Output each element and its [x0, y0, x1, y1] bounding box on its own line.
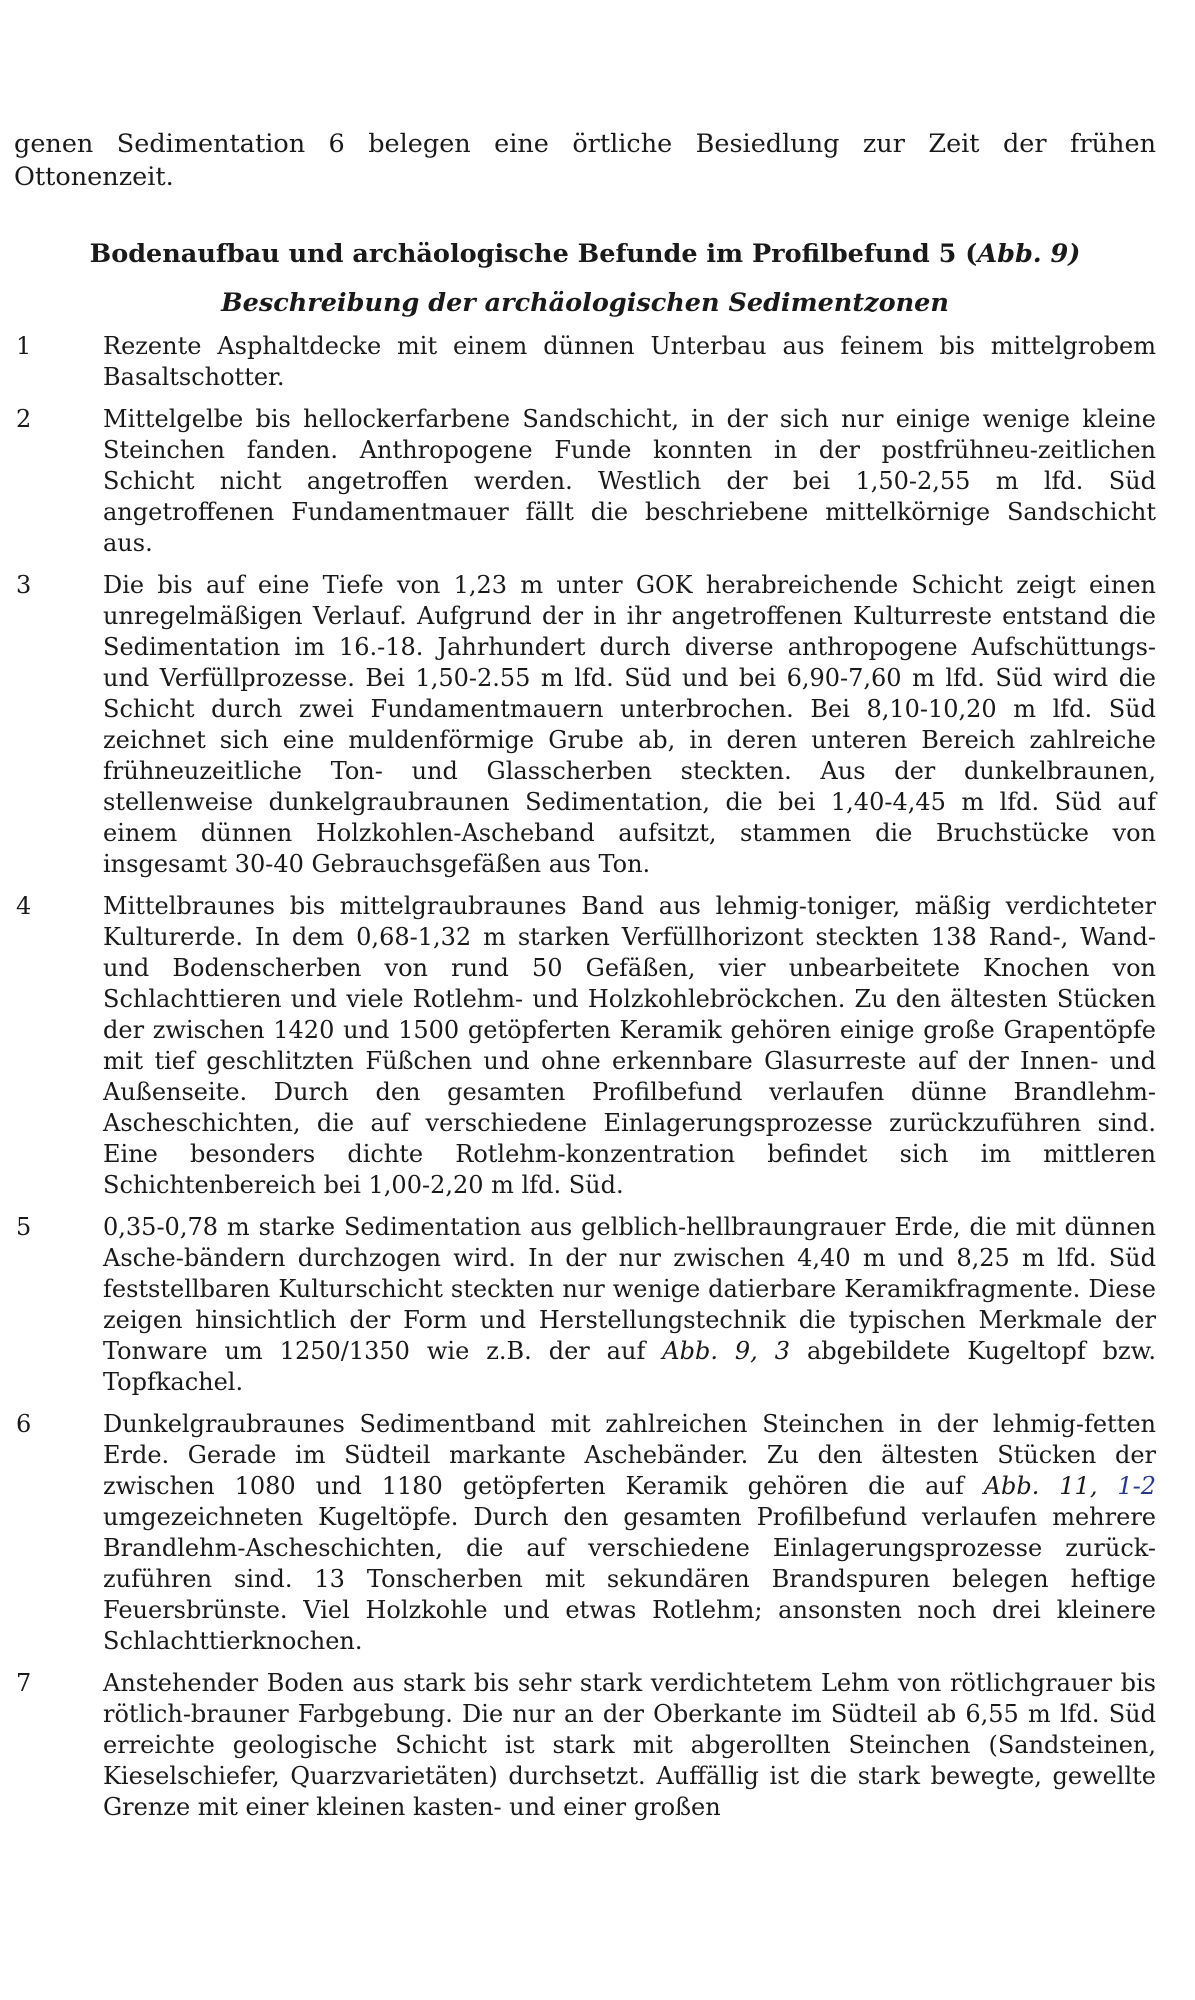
sediment-zone-item: [14, 1409, 1156, 1657]
zone-number: 1: [16, 332, 32, 360]
zone-number: 5: [16, 1213, 32, 1241]
zone-description-text: 0,35-0,78 m starke Sedimentation aus gelblich-hellbraungrauer Erde, die mit dünnen Asche-bändern durchzogen wird. In der nur zwischen 4,40 m und 8,25 m lfd. Süd feststellbaren Kulturschicht steckten nur wenige datierbare Keramikfragmente. Diese zeigen hinsichtlich der Form und Herstellungstechnik die typischen Merkmale der Tonware um 1250/1350 wie z.B. der auf: [103, 1213, 1156, 1365]
sediment-zone-item: [14, 891, 1156, 1201]
sediment-zone-list: [14, 331, 1156, 1823]
section-heading-text: Bodenaufbau und archäologische Befunde im Profilbefund 5 (: [89, 239, 978, 269]
zone-description: Mittelgelbe bis hellockerfarbene Sandschicht, in der sich nur einige wenige kleine Steinchen fanden. Anthropogene Funde konnten in der postfrühneu-zeitlichen Schicht nicht angetroffen werden. Westlich der bei 1,50-2,55 m lfd. Süd angetroffenen Fundamentmauer fällt die beschriebene mittelkörnige Sandschicht aus.: [103, 405, 1156, 557]
zone-number: 6: [16, 1410, 32, 1438]
sediment-zone-item: [14, 331, 1156, 393]
zone-description: Rezente Asphaltdecke mit einem dünnen Unterbau aus feinem bis mittelgrobem Basaltschotter.: [103, 332, 1156, 391]
section-heading-figure-ref: Abb. 9): [977, 239, 1081, 269]
intro-paragraph: genen Sedimentation 6 belegen eine örtliche Besiedlung zur Zeit der frühen Ottonenzeit.: [14, 129, 1156, 192]
figure-reference-link[interactable]: 1-2: [1117, 1472, 1156, 1500]
zone-description-text: Dunkelgraubraunes Sedimentband mit zahlreichen Steinchen in der lehmig-fetten Erde. Gerade im Südteil markante Aschebänder. Zu den ältesten Stücken der zwischen 1080 und 1180 getöpferten Keramik gehören die auf: [103, 1410, 1156, 1500]
zone-number: 4: [16, 892, 32, 920]
zone-description-text: abgebildete Kugeltopf bzw. Topfkachel.: [103, 1337, 1156, 1396]
zone-description: Anstehender Boden aus stark bis sehr stark verdichtetem Lehm von rötlichgrauer bis rötlich-brauner Farbgebung. Die nur an der Oberkante im Südteil ab 6,55 m lfd. Süd erreichte geologische Schicht ist stark mit abgerollten Steinchen (Sandsteinen, Kieselschiefer, Quarzvarietäten) durchsetzt. Auffällig ist die stark bewegte, gewellte Grenze mit einer kleinen kasten- und einer großen: [103, 1669, 1156, 1821]
section-subheading: Beschreibung der archäologischen Sedimentzonen: [221, 288, 949, 318]
sediment-zone-item: [14, 1668, 1156, 1823]
zone-description: Die bis auf eine Tiefe von 1,23 m unter GOK herabreichende Schicht zeigt einen unregelmäßigen Verlauf. Aufgrund der in ihr angetroffenen Kulturreste entstand die Sedimentation im 16.-18. Jahrhundert durch diverse anthropogene Aufschüttungs- und Verfüllprozesse. Bei 1,50-2.55 m lfd. Süd und bei 6,90-7,60 m lfd. Süd wird die Schicht durch zwei Fundamentmauern unterbrochen. Bei 8,10-10,20 m lfd. Süd zeichnet sich eine muldenförmige Grube ab, in deren unteren Bereich zahlreiche frühneuzeitliche Ton- und Glasscherben steckten. Aus der dunkelbraunen, stellenweise dunkelgraubraunen Sedimentation, die bei 1,40-4,45 m lfd. Süd auf einem dünnen Holzkohlen-Ascheband aufsitzt, stammen die Bruchstücke von insgesamt 30-40 Gebrauchsgefäßen aus Ton.: [103, 571, 1156, 878]
sediment-zone-item: [14, 570, 1156, 880]
sediment-zone-item: [14, 1212, 1156, 1398]
zone-description: Mittelbraunes bis mittelgraubraunes Band aus lehmig-toniger, mäßig verdichteter Kulturerde. In dem 0,68-1,32 m starken Verfüllhorizont steckten 138 Rand-, Wand- und Bodenscherben von rund 50 Gefäßen, vier unbearbeitete Knochen von Schlachttieren und viele Rotlehm- und Holzkohlebröckchen. Zu den ältesten Stücken der zwischen 1420 und 1500 getöpferten Keramik gehören einige große Grapentöpfe mit tief geschlitzten Füßchen und ohne erkennbare Glasurreste auf der Innen- und Außenseite. Durch den gesamten Profilbefund verlaufen dünne Brandlehm-Ascheschichten, die auf verschiedene Einlagerungsprozesse zurückzuführen sind. Eine besonders dichte Rotlehm-konzentration befindet sich im mittleren Schichtenbereich bei 1,00-2,20 m lfd. Süd.: [103, 892, 1156, 1199]
zone-description-text: umgezeichneten Kugeltöpfe. Durch den gesamten Profilbefund verlaufen mehrere Brandlehm-Ascheschichten, die auf verschiedene Einlagerungsprozesse zurück-zuführen sind. 13 Tonscherben mit sekundären Brandspuren belegen heftige Feuersbrünste. Viel Holzkohle und etwas Rotlehm; ansonsten noch drei kleinere Schlachttierknochen.: [103, 1503, 1156, 1655]
zone-number: 3: [16, 571, 32, 599]
section-heading: [14, 236, 1156, 272]
zone-number: 7: [16, 1669, 32, 1697]
figure-reference: Abb. 9, 3: [662, 1337, 791, 1365]
zone-number: 2: [16, 405, 32, 433]
figure-reference: Abb. 11,: [983, 1472, 1118, 1500]
zone-description: [103, 1409, 1156, 1657]
document-page: [14, 128, 1156, 1823]
zone-description: [103, 1212, 1156, 1398]
sediment-zone-item: [14, 404, 1156, 559]
